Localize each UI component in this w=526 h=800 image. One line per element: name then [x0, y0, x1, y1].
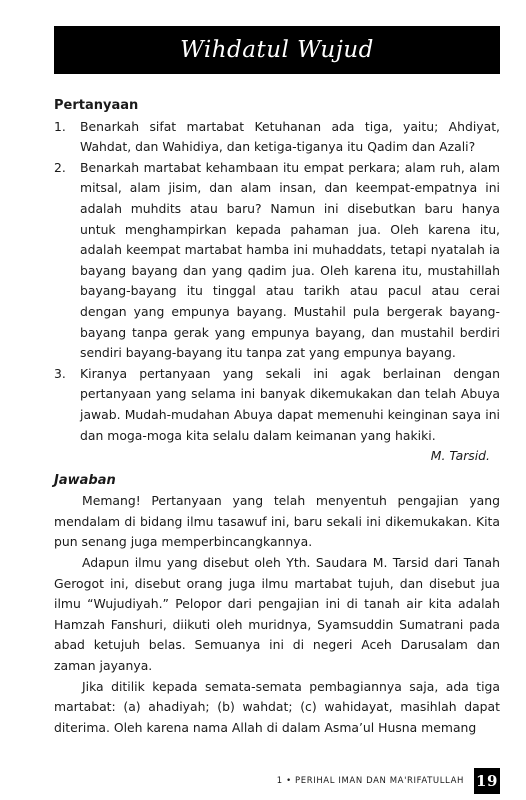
- running-head: 1 • PERIHAL IMAN DAN MA'RIFATULLAH: [276, 776, 464, 786]
- answer-paragraph: Jika ditilik kepada semata-semata pembagiannya saja, ada tiga martabat: (a) ahadiyah; (b) wahdat; (c) wahidayat, masihlah dapat diterima. Oleh karena nama Allah di dalam Asma’ul Husna memang: [54, 678, 500, 735]
- question-item: [54, 158, 500, 364]
- chapter-title-banner: [54, 26, 500, 74]
- question-number: 1.: [54, 118, 66, 134]
- question-number: 2.: [54, 159, 66, 175]
- question-number: 3.: [54, 365, 66, 381]
- answer-heading: Jawaban: [54, 472, 116, 488]
- question-text: Benarkah martabat kehambaan itu empat perkara; alam ruh, alam mitsal, alam jisim, dan alam insan, dan keempat-empatnya ini adalah muhdits atau baru? Namun ini disebutkan baru hanya untuk menghampirkan kepada pahaman jua. Oleh karena itu, adalah keempat martabat hamba ini muhaddats, tetapi nyatalah ia bayang bayang dan yang qadim jua. Oleh karena itu, mustahillah bayang-bayang itu tinggal atau tarikh atau pacul atau cerai dengan yang empunya bayang. Mustahil pula bergerak bayang-bayang tanpa gerak yang empunya bayang, dan mustahil berdiri sendiri bayang-bayang itu tanpa zat yang empunya bayang.: [80, 159, 500, 361]
- question-item: [54, 364, 500, 446]
- answer-paragraph: Memang! Pertanyaan yang telah menyentuh pengajian yang mendalam di bidang ilmu tasawuf ini, baru sekali ini dikemukakan. Kita pun senang juga memperbincangkannya.: [54, 493, 500, 550]
- questions-heading: Pertanyaan: [54, 98, 139, 113]
- page-body: [54, 96, 500, 738]
- questioner-signature: M. Tarsid.: [430, 448, 490, 464]
- question-item: [54, 117, 500, 158]
- answer-paragraph: Adapun ilmu yang disebut oleh Yth. Saudara M. Tarsid dari Tanah Gerogot ini, disebut orang juga ilmu martabat tujuh, dan disebut jua ilmu “Wujudiyah.” Pelopor dari pengajian ini di tanah air kita adalah Hamzah Fanshuri, diikuti oleh muridnya, Syamsuddin Sumatrani pada abad ketujuh belas. Semuanya ini di negeri Aceh Darusalam dan zaman jayanya.: [54, 555, 500, 674]
- page-number: 19: [474, 768, 500, 794]
- question-text: Kiranya pertanyaan yang sekali ini agak berlainan dengan pertanyaan yang selama ini banyak dikemukakan dan telah Abuya jawab. Mudah-mudahan Abuya dapat memenuhi keinginan saya ini dan moga-moga kita selalu dalam keimanan yang hakiki.: [80, 365, 500, 443]
- chapter-title: Wihdatul Wujud: [180, 37, 374, 63]
- question-text: Benarkah sifat martabat Ketuhanan ada tiga, yaitu; Ahdiyat, Wahdat, dan Wahidiya, dan ketiga-tiganya itu Qadim dan Azali?: [80, 118, 500, 155]
- page-footer: [54, 768, 500, 794]
